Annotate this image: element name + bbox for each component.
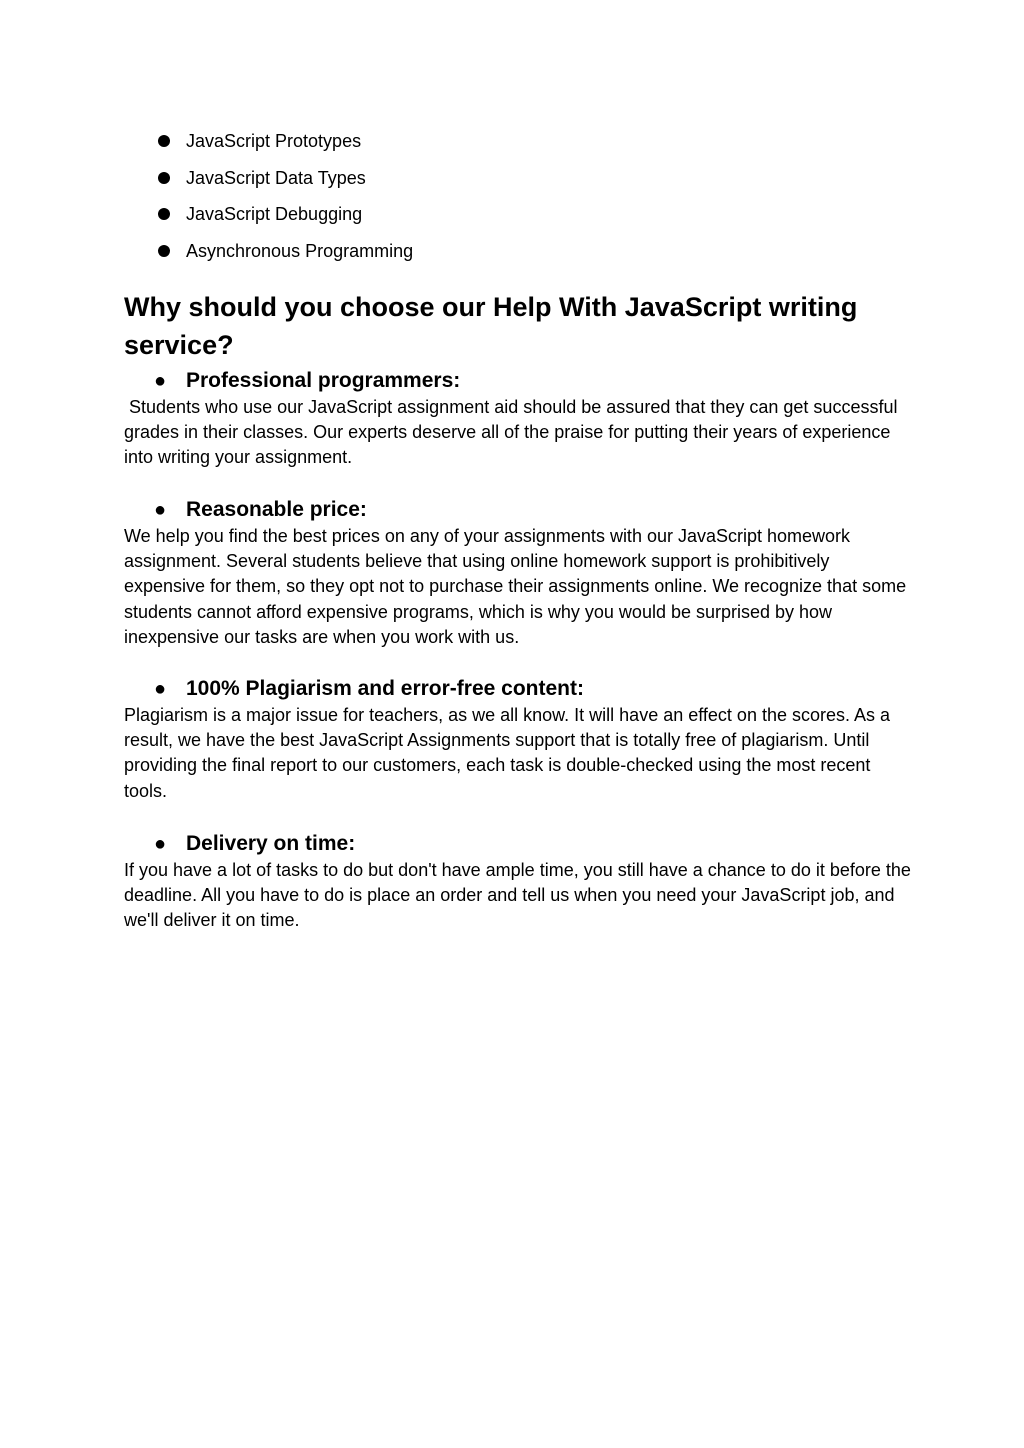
section-professional-programmers [124,367,914,471]
bullet-icon: ● [154,833,167,855]
section-title: ● Delivery on time: [124,830,914,858]
section-title: ● Reasonable price: [124,496,914,524]
bullet-icon: ● [154,370,167,392]
section-body: Plagiarism is a major issue for teachers, as we all know. It will have an effect on the scores. As a result, we have the best JavaScript Assignments support that is totally free of plagiarism. Until providing the final report to our customers, each task is double-checked using the most recent tools. [124,705,891,801]
list-item: JavaScript Prototypes [124,128,413,165]
section-body: We help you find the best prices on any of your assignments with our JavaScript homework assignment. Several students believe that using online homework support is prohibitively expensive for them, so they opt not to purchase their assignments online. We recognize that some students cannot afford expensive programs, which is why you would be surprised by how inexpensive our tasks are when you work with us. [124,526,907,647]
bullet-icon [158,172,170,184]
list-item: Asynchronous Programming [124,238,413,275]
section-title: ● Professional programmers: [124,367,914,395]
section-reasonable-price [124,496,914,650]
section-body: If you have a lot of tasks to do but don't have ample time, you still have a chance to do it before the deadline. All you have to do is place an order and tell us when you need your JavaScript job, and we'll deliver it on time. [124,860,911,931]
section-body: Students who use our JavaScript assignment aid should be assured that they can get successful grades in their classes. Our experts deserve all of the praise for putting their years of experience into writing your assignment. [124,397,903,468]
bullet-icon: ● [154,499,167,521]
bullet-icon [158,135,170,147]
bullet-icon [158,245,170,257]
section-delivery-on-time [124,830,914,934]
list-item: JavaScript Data Types [124,165,413,202]
section-title: ● 100% Plagiarism and error-free content: [124,675,914,703]
bullet-icon: ● [154,678,167,700]
topic-list [124,128,413,275]
section-heading: Why should you choose our Help With JavaScript writing service? [124,292,858,360]
bullet-icon [158,208,170,220]
list-item: JavaScript Debugging [124,201,413,238]
section-plagiarism-free [124,675,914,804]
